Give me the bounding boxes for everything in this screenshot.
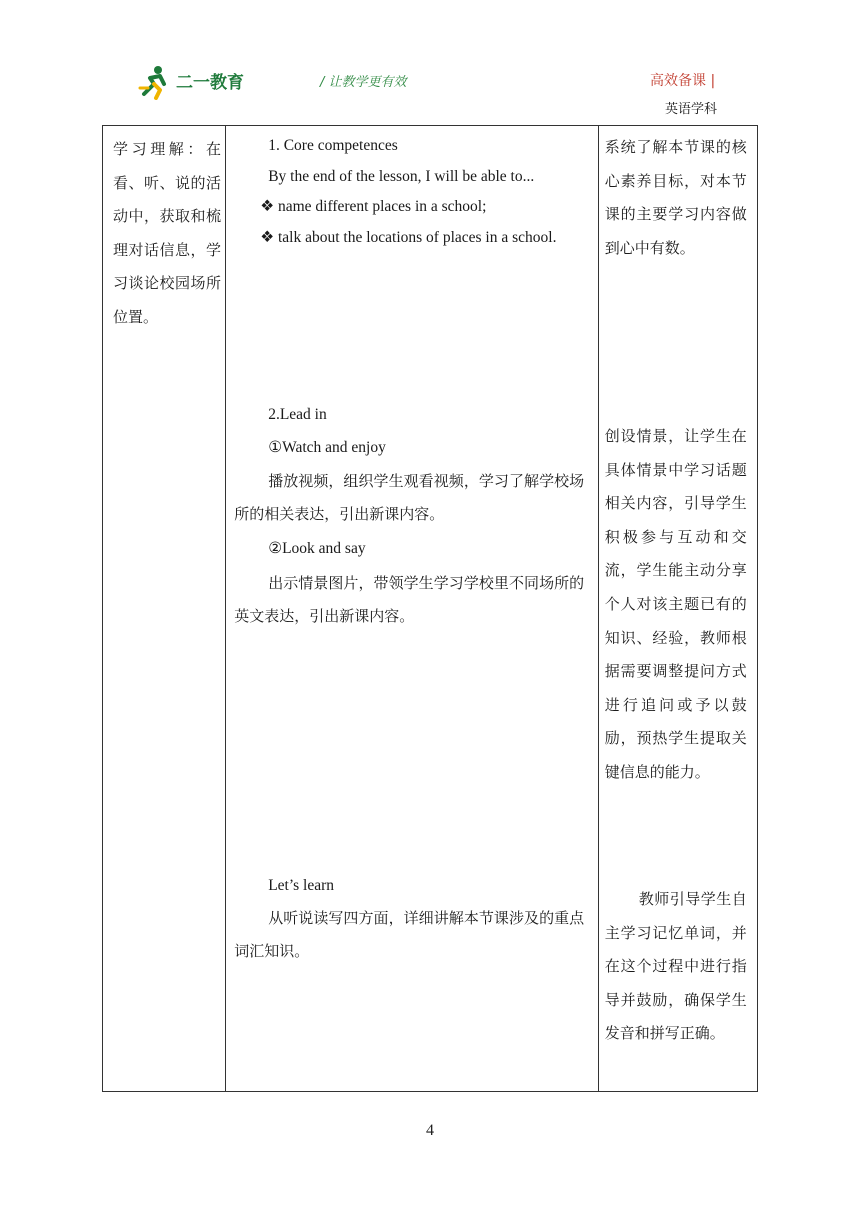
page-header xyxy=(0,0,860,125)
lead-in-section xyxy=(234,400,584,633)
lesson-plan-table xyxy=(102,125,758,1092)
brand-logo xyxy=(138,64,258,100)
learning-objective: 学习理解：在看、听、说的活动中，获取和梳理对话信息，学习谈论校园场所位置。 xyxy=(113,140,221,326)
subject-label: 英语学科 xyxy=(665,102,718,117)
core-intro: By the end of the lesson, I will be able to... xyxy=(268,167,535,185)
watch-heading: ①Watch and enjoy xyxy=(268,438,386,456)
look-heading: ②Look and say xyxy=(268,539,366,557)
objective-cell xyxy=(103,126,226,1092)
design-intention: 系统了解本节课的核心素养目标，对本节课的主要学习内容做到心中有数。 xyxy=(604,138,747,257)
learn-heading: Let’s learn xyxy=(268,877,335,894)
course-tag: 高效备课 | xyxy=(650,73,716,89)
intention-cell xyxy=(598,126,757,1092)
runner-logo-icon xyxy=(138,64,174,100)
core-bullet: ❖ talk about the locations of places in a school. xyxy=(260,228,557,246)
look-text: 出示情景图片，带领学生学习学校里不同场所的英文表达，引出新课内容。 xyxy=(234,573,585,625)
lead-in-heading: 2.Lead in xyxy=(268,406,327,423)
core-heading: 1. Core competences xyxy=(268,137,398,154)
core-competences-section xyxy=(234,131,584,253)
watch-text: 播放视频，组织学生观看视频，学习了解学校场所的相关表达，引出新课内容。 xyxy=(234,471,585,523)
core-bullet: ❖ name different places in a school; xyxy=(260,198,487,215)
table-row xyxy=(103,126,758,1092)
logo-text: 二一教育 xyxy=(176,73,244,93)
page-number: 4 xyxy=(426,1122,434,1139)
design-intention: 创设情景，让学生在具体情景中学习话题相关内容，引导学生积极参与互动和交流，学生能主动分享个人对该主题已有的知识、经验，教师根据需要调整提问方式进行追问或予以鼓励，预热学生提取关键信息的能力。 xyxy=(604,427,747,781)
lets-learn-section xyxy=(234,871,584,968)
slogan: / 让教学更有效 xyxy=(320,75,407,90)
design-intention: 教师引导学生自主学习记忆单词，并在这个过程中进行指导并鼓励，确保学生发音和拼写正确。 xyxy=(604,890,747,1043)
learn-text: 从听说读写四方面，详细讲解本节课涉及的重点词汇知识。 xyxy=(234,908,585,960)
activity-cell xyxy=(226,126,599,1092)
